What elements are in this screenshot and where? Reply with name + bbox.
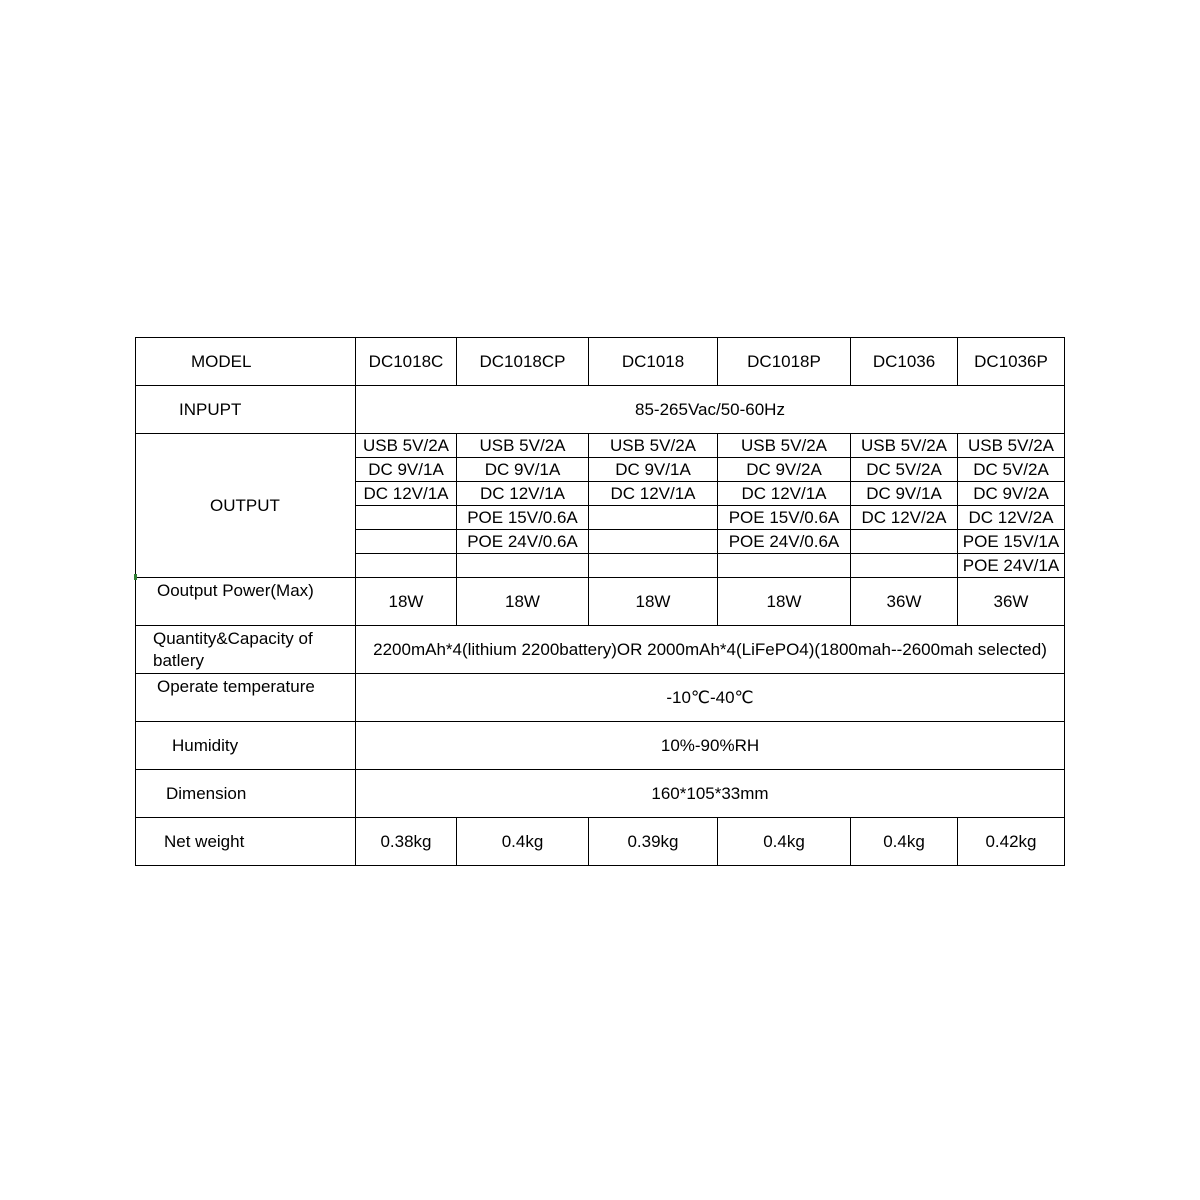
output-cell: [851, 554, 958, 578]
output-power-cell: 18W: [718, 578, 851, 626]
output-power-cell: 18W: [356, 578, 457, 626]
humidity-row: [136, 722, 1065, 770]
output-cell: [718, 554, 851, 578]
input-row: [136, 386, 1065, 434]
temperature-label: Operate temperature: [136, 674, 356, 722]
dimension-value: 160*105*33mm: [356, 770, 1065, 818]
output-power-label: Ooutput Power(Max): [136, 578, 356, 626]
net-weight-cell: 0.42kg: [958, 818, 1065, 866]
temperature-row: [136, 674, 1065, 722]
output-cell: POE 15V/1A: [958, 530, 1065, 554]
net-weight-cell: 0.38kg: [356, 818, 457, 866]
output-cell: USB 5V/2A: [718, 434, 851, 458]
battery-value: 2200mAh*4(lithium 2200battery)OR 2000mAh*4(LiFePO4)(1800mah--2600mah selected): [356, 626, 1065, 674]
output-cell: [457, 554, 589, 578]
dimension-label: Dimension: [136, 770, 356, 818]
output-cell: DC 12V/1A: [718, 482, 851, 506]
temperature-value: -10℃-40℃: [356, 674, 1065, 722]
dimension-row: [136, 770, 1065, 818]
net-weight-cell: 0.4kg: [718, 818, 851, 866]
output-cell: DC 9V/1A: [851, 482, 958, 506]
output-cell: [589, 530, 718, 554]
net-weight-cell: 0.4kg: [851, 818, 958, 866]
humidity-value: 10%-90%RH: [356, 722, 1065, 770]
output-cell: [356, 506, 457, 530]
model-cell: DC1018CP: [457, 338, 589, 386]
model-cell: DC1018C: [356, 338, 457, 386]
model-cell: DC1036: [851, 338, 958, 386]
output-cell: [356, 554, 457, 578]
output-cell: DC 5V/2A: [851, 458, 958, 482]
output-power-cell: 36W: [958, 578, 1065, 626]
output-cell: DC 12V/2A: [851, 506, 958, 530]
output-cell: USB 5V/2A: [958, 434, 1065, 458]
spec-table: [135, 337, 1065, 866]
output-cell: POE 15V/0.6A: [718, 506, 851, 530]
output-cell: DC 9V/1A: [589, 458, 718, 482]
output-power-cell: 18W: [589, 578, 718, 626]
output-power-row: [136, 578, 1065, 626]
net-weight-label: Net weight: [136, 818, 356, 866]
output-cell: DC 9V/1A: [356, 458, 457, 482]
output-cell: POE 24V/0.6A: [718, 530, 851, 554]
humidity-label: Humidity: [136, 722, 356, 770]
output-cell: USB 5V/2A: [589, 434, 718, 458]
output-cell: DC 12V/1A: [457, 482, 589, 506]
output-cell: [589, 554, 718, 578]
cell-marker: [134, 574, 137, 580]
battery-label: Quantity&Capacity of batlery: [136, 626, 356, 674]
model-cell: DC1018P: [718, 338, 851, 386]
output-cell: USB 5V/2A: [356, 434, 457, 458]
net-weight-cell: 0.4kg: [457, 818, 589, 866]
output-cell: DC 12V/1A: [356, 482, 457, 506]
output-cell: USB 5V/2A: [457, 434, 589, 458]
input-value: 85-265Vac/50-60Hz: [356, 386, 1065, 434]
output-cell: DC 12V/1A: [589, 482, 718, 506]
output-cell: POE 15V/0.6A: [457, 506, 589, 530]
model-cell: DC1036P: [958, 338, 1065, 386]
output-cell: POE 24V/0.6A: [457, 530, 589, 554]
output-cell: DC 5V/2A: [958, 458, 1065, 482]
output-label: OUTPUT: [136, 434, 356, 578]
model-cell: DC1018: [589, 338, 718, 386]
net-weight-cell: 0.39kg: [589, 818, 718, 866]
model-label: MODEL: [136, 338, 356, 386]
output-cell: POE 24V/1A: [958, 554, 1065, 578]
battery-row: [136, 626, 1065, 674]
output-cell: DC 9V/1A: [457, 458, 589, 482]
output-cell: USB 5V/2A: [851, 434, 958, 458]
output-cell: DC 9V/2A: [958, 482, 1065, 506]
output-cell: DC 12V/2A: [958, 506, 1065, 530]
input-label: INPUPT: [136, 386, 356, 434]
output-cell: [356, 530, 457, 554]
output-cell: DC 9V/2A: [718, 458, 851, 482]
output-row: [136, 434, 1065, 458]
output-cell: [851, 530, 958, 554]
net-weight-row: [136, 818, 1065, 866]
output-power-cell: 36W: [851, 578, 958, 626]
model-row: [136, 338, 1065, 386]
output-power-cell: 18W: [457, 578, 589, 626]
output-cell: [589, 506, 718, 530]
